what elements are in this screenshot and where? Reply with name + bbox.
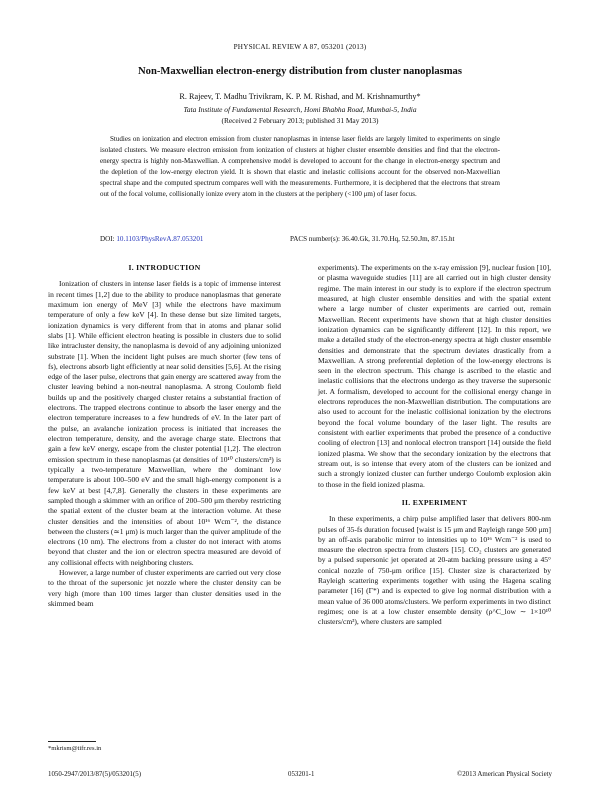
paragraph: Ionization of clusters in intense laser fields is a topic of immense interest in recent times [1,2] due to the ability to produce nanoplasmas that generate maximum ion energy of MeV [3] while the electrons have maximum temperature of only a few keV [4]. In these dense but size limited targets, ionization dynamics is very different from that in atoms and planar solid slabs [1]. While efficient electron heating is possible in clusters due to solid like intracluster density, the nanoplasma is devoid of any adjoining unionized substrate [1]. When the incident light pulses are much shorter (few tens of fs), electrons absorb light efficiently at near solid densities [5,6]. At the rising edge of the laser pulse, electrons that gain energy are scattered away from the cluster leaving behind a non-neutral nanoplasma. A strong Coulomb field builds up and the positively charged cluster retains a substantial fraction of electrons. The trapped electrons continue to absorb the laser energy and the electron temperature increases to a few hundreds of eV. In the later part of the pulse, an avalanche ionization process is initiated that increases the electron temperature, density, and the average charge state. Electrons that gain a few keV energy, escape from the cluster potential [1,2]. The electron emission spectrum in these nanoplasmas (at densities of 10¹⁰ clusters/cm³) is typically a two-temperature Maxwellian, where the dominant low temperature is about 100–500 eV and the small high-energy component is a few keV at best [4,7,8]. Generally the clusters in these experiments are sampled though a skimmer with an orifice of 200–500 μm thereby restricting the spatial extent of the cluster beam at the interaction volume. At these cluster densities and the intensities of about 10¹⁶ Wcm⁻², the distance between the clusters (≃1 μm) is much larger than the quiver amplitude of the electrons (10 nm). The electrons from a cluster do not interact with atoms beyond that cluster and the ion or electron spectra measured are devoid of any collisional effects with neighboring clusters. [48, 279, 281, 567]
journal-code: 1050-2947/2013/87(5)/053201(5) [48, 771, 142, 778]
right-column [318, 263, 551, 628]
journal-header: PHYSICAL REVIEW A 87, 053201 (2013) [233, 43, 367, 51]
paragraph: experiments). The experiments on the x-ray emission [9], nuclear fusion [10], or plasma waveguide studies [11] are all carried out in high cluster density regime. The main interest in our study is to explore if the electron spectrum measured, at high cluster ensemble densities and with the spatial extent where a large number of cluster experiments are carried out, remain Maxwellian. Recent experiments have shown that at high cluster densities ionization dynamics can be significantly different [12]. In this report, we make a detailed study of the electron-energy spectra at high cluster ensemble densities and demonstrate that the spectrum deviates drastically from a Maxwellian. A strong preferential depletion of the low-energy electrons is seen in the electron spectrum. This change is ascribed to the elastic and inelastic collisions that the electrons undergo as they traverse the supersonic jet. A formalism, developed to account for the collisional energy change in electrons reproduces the non-Maxwellian distribution. The computations are also used to account for the inelastic collisional ionization by the electrons beyond the focal volume boundary of the laser light. The results are consistent with earlier experiments that probed the presence of a conductive cooling of electron [13] and nonlocal electron transport [14] outside the field ionized plasma. We show that the secondary ionization by the electrons that stream out, is so intense that every atom of the clusters can be ionized and such a strongly ionized cluster can further undergo Coulomb explosion akin to those in the field ionized plasma. [318, 263, 551, 489]
section-heading-experiment: II. EXPERIMENT [401, 497, 468, 507]
doi-label: DOI: [100, 235, 115, 243]
copyright: ©2013 American Physical Society [457, 771, 552, 778]
affiliation: Tata Institute of Fundamental Research, Homi Bhabha Road, Mumbai-5, India [183, 105, 417, 114]
author-list: R. Rajeev, T. Madhu Trivikram, K. P. M. Rishad, and M. Krishnamurthy* [179, 92, 421, 101]
author-email-footnote: *mkrism@tifr.res.in [48, 745, 102, 752]
page-number: 053201-1 [288, 771, 315, 778]
paragraph: However, a large number of cluster experiments are carried out very close to the throat of the supersonic jet nozzle where the cluster density can be very high (more than 100 times larger than cluster densities used in the skimmed beam [48, 568, 281, 608]
abstract: Studies on ionization and electron emission from cluster nanoplasmas in intense laser fields are largely limited to experiments on single isolated clusters. We measure electron emission from ionization of clusters at higher cluster ensemble densities and find that the electron-energy spectra is highly non-Maxwellian. A comprehensive model is developed to account for the change in electron-energy spectrum and the depletion of the low-energy electron yield. It is shown that elastic and inelastic collisions account for the observed non-Maxwellian spectral shape and the computed spectrum compares well with the measurements. Furthermore, it is deciphered that the electrons that stream out of the focal volume, collisionally ionize every atom in the clusters at the periphery (<100 μm) of laser focus. [100, 135, 500, 198]
footnote-divider [48, 741, 96, 742]
doi-link[interactable]: 10.1103/PhysRevA.87.053201 [116, 235, 204, 243]
paper-title: Non-Maxwellian electron-energy distribution from cluster nanoplasmas [138, 66, 462, 77]
pacs-numbers: PACS number(s): 36.40.Gk, 31.70.Hq, 52.50.Jm, 87.15.ht [290, 235, 455, 243]
doi-line [100, 235, 500, 243]
received-dates: (Received 2 February 2013; published 31 May 2013) [221, 116, 379, 125]
paragraph: In these experiments, a chirp pulse amplified laser that delivers 800-nm pulses of 35-fs duration focused [waist is 15 μm and Rayleigh range 500 μm] by an off-axis parabolic mirror to intensities up to 10¹⁶ Wcm⁻² is used to measure the electron spectra from clusters [15]. CO₂ clusters are generated by a pulsed supersonic jet operated at 20-atm backing pressure using a 45° conical nozzle of 750-μm orifice [15]. Cluster size is characterized by Rayleigh scattering experiments together with using the Hagena scaling parameter [16] (Γ*) and is expected to give log normal distribution with a mean value of 36 000 atoms/clusters. We perform experiments in two distinct regimes; one is at a low cluster ensemble density (ρ^C_low ∼ 1×10¹⁰ clusters/cm³), where clusters are sampled [318, 514, 551, 627]
section-heading-introduction: I. INTRODUCTION [128, 263, 201, 272]
left-column [48, 263, 281, 609]
